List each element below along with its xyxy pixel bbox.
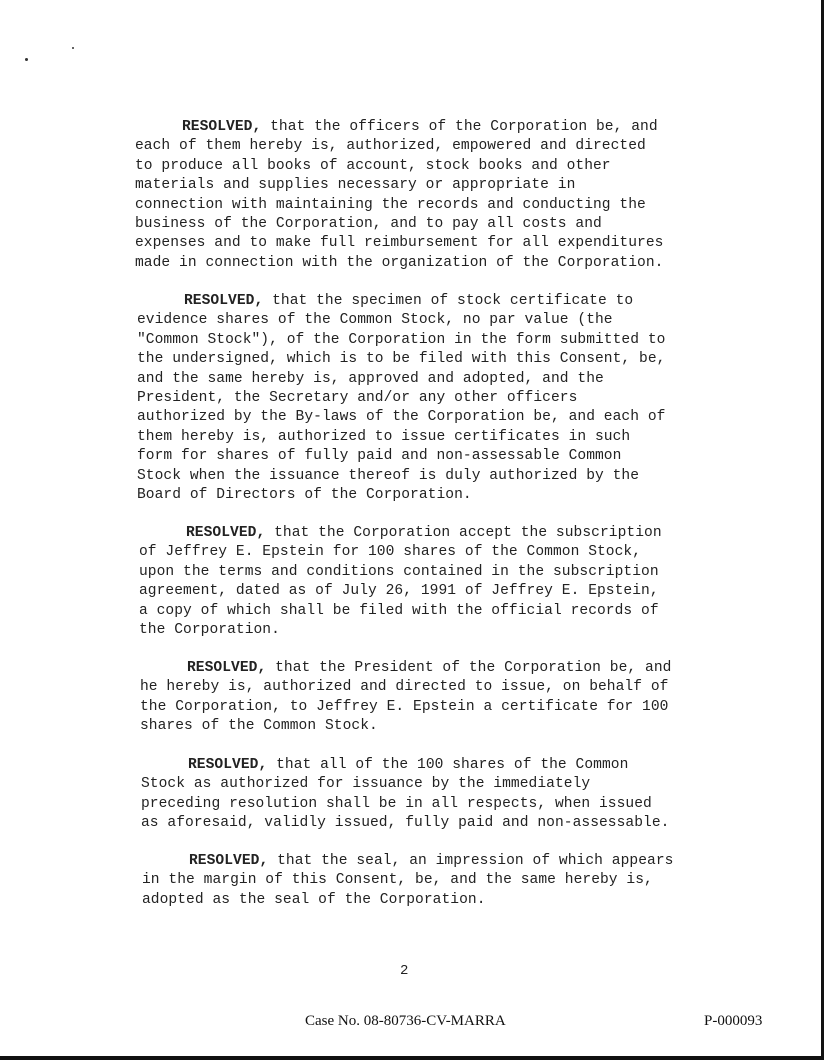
resolution-line: Stock when the issuance thereof is duly authorized by the [137,467,640,484]
resolution-line: RESOLVED, that the specimen of stock certificate to [184,293,634,309]
resolution-line: form for shares of fully paid and non-assessable Common [137,448,622,465]
resolution-1 [135,118,663,273]
resolution-line: RESOLVED, that the President of the Corporation be, and [187,660,672,676]
resolution-line: the Corporation. [139,622,280,639]
resolution-lead: RESOLVED, [189,853,269,869]
resolution-line: to produce all books of account, stock books and other [135,157,611,174]
resolution-line: business of the Corporation, and to pay all costs and [135,216,602,233]
resolution-3 [139,524,662,640]
resolution-line: President, the Secretary and/or any other officers [137,390,578,407]
resolution-line: RESOLVED, that the officers of the Corporation be, and [182,119,658,135]
resolution-lead: RESOLVED, [187,660,267,676]
resolution-line: adopted as the seal of the Corporation. [142,891,486,908]
resolution-line: the undersigned, which is to be filed with this Consent, be, [137,351,666,368]
resolution-line: Board of Directors of the Corporation. [137,487,472,504]
page-number: 2 [400,963,409,979]
scan-edge-bottom [0,1056,824,1060]
resolution-line: connection with maintaining the records and conducting the [135,196,646,213]
resolution-line: RESOLVED, that the seal, an impression of which appears [189,853,674,869]
resolution-line: materials and supplies necessary or appropriate in [135,177,576,194]
resolution-6 [142,852,673,910]
footer-case-number: Case No. 08-80736-CV-MARRA [305,1013,506,1029]
resolution-line: "Common Stock"), of the Corporation in the form submitted to [137,331,666,348]
scan-speck [72,47,74,49]
resolution-line: a copy of which shall be filed with the official records of [139,602,659,619]
resolution-line: authorized by the By-laws of the Corporation be, and each of [137,409,666,426]
resolution-line: made in connection with the organization of the Corporation. [135,254,664,271]
resolution-line: expenses and to make full reimbursement for all expenditures [135,235,664,252]
resolution-4 [140,659,671,737]
resolution-line: as aforesaid, validly issued, fully paid and non-assessable. [141,815,670,832]
resolution-line: each of them hereby is, authorized, empowered and directed [135,138,646,155]
resolution-2 [137,292,665,505]
resolution-lead: RESOLVED, [186,525,266,541]
scan-speck [25,58,28,61]
resolution-line: and the same hereby is, approved and adopted, and the [137,370,604,387]
resolution-lead: RESOLVED, [188,757,268,773]
resolution-line: Stock as authorized for issuance by the immediately [141,776,591,793]
resolution-line: evidence shares of the Common Stock, no par value (the [137,312,613,329]
resolution-line: agreement, dated as of July 26, 1991 of Jeffrey E. Epstein, [139,583,659,600]
resolution-line: he hereby is, authorized and directed to issue, on behalf of [140,679,669,696]
resolution-line: RESOLVED, that the Corporation accept the subscription [186,525,662,541]
resolution-lead: RESOLVED, [182,119,262,135]
footer-bates-number: P-000093 [704,1013,763,1029]
resolution-line: preceding resolution shall be in all respects, when issued [141,795,652,812]
resolution-lead: RESOLVED, [184,293,264,309]
resolution-line: in the margin of this Consent, be, and the same hereby is, [142,872,653,889]
resolution-line: of Jeffrey E. Epstein for 100 shares of the Common Stock, [139,544,642,561]
resolution-line: shares of the Common Stock. [140,718,378,735]
resolution-5 [141,756,669,834]
resolution-line: RESOLVED, that all of the 100 shares of the Common [188,757,629,773]
resolution-line: the Corporation, to Jeffrey E. Epstein a certificate for 100 [140,698,669,715]
resolution-line: upon the terms and conditions contained in the subscription [139,563,659,580]
resolution-line: them hereby is, authorized to issue certificates in such [137,428,631,445]
